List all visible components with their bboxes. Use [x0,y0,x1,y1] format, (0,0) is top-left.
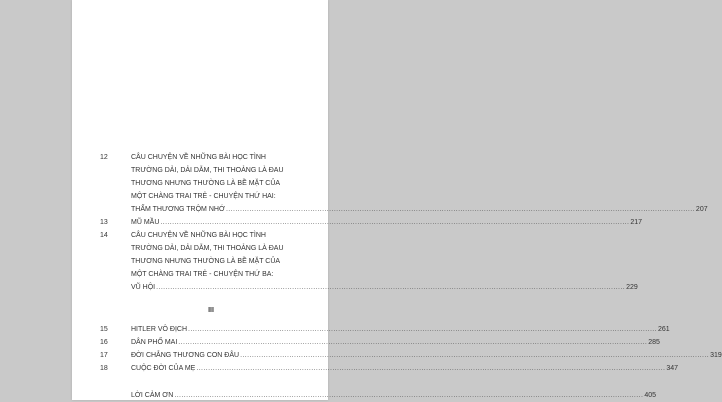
dot-leader: ........................................................................................................................................................................................................ [225,206,695,213]
entry-line: MỘT CHÀNG TRAI TRẺ - CHUYỆN THỨ BA: [131,271,274,278]
chapter-number: 16 [100,339,108,346]
dot-leader: ........................................................................................................................................................................................................ [174,392,644,399]
entry-line: THẨM THƯƠNG TRỘM NHỚ [131,206,225,213]
dot-leader: ........................................................................................................................................................................................................ [196,365,666,372]
entry-line: THƯƠNG NHƯNG THƯỜNG LÀ BỀ MẶT CỦA [131,180,281,187]
table-of-contents [100,151,722,402]
toc-entry-13 [100,216,643,229]
entry-line: VŨ HỘI [131,284,156,291]
chapter-number: 18 [100,365,108,372]
toc-entry-17 [100,349,722,362]
dot-leader: ........................................................................................................................................................................................................ [178,339,648,346]
entry-last-line [131,323,670,336]
toc-entry-14 [100,229,638,294]
entry-line: MỘT CHÀNG TRAI TRẺ - CHUYỆN THỨ HAI: [131,193,276,200]
dot-leader: ........................................................................................................................................................................................................ [240,352,710,359]
entry-line: MŨ MẦU [131,219,160,226]
page-number: 207 [695,206,708,213]
entry-last-line [131,216,643,229]
page-number: 229 [626,284,638,291]
page-number: 261 [657,326,670,333]
chapter-number: 12 [100,154,108,161]
entry-line: THƯƠNG NHƯNG THƯỜNG LÀ BỀ MẶT CỦA [131,258,281,265]
part-heading: III [208,307,214,314]
entry-line: HITLER VÔ ĐỊCH [131,326,188,333]
page-number: 285 [648,339,660,346]
toc-entry-12 [100,151,708,216]
entry-line: CÂU CHUYỆN VỀ NHỮNG BÀI HỌC TÌNH [131,232,266,239]
chapter-number: 13 [100,219,108,226]
dot-leader: ........................................................................................................................................................................................................ [156,284,626,291]
entry-last-line [131,389,656,402]
spacer [131,375,291,389]
entry-last-line [131,349,722,362]
toc-entry-15 [100,323,670,336]
page-number: 319 [710,352,722,359]
entry-last-line [131,362,678,375]
entry-line: CUỘC ĐỜI CỦA MẸ [131,365,196,372]
book-page [72,0,722,400]
dot-leader: ........................................................................................................................................................................................................ [188,326,657,333]
entry-line: ĐỜI CHẲNG THƯƠNG CON ĐÂU [131,352,240,359]
toc-entry-18 [100,362,678,375]
toc-entry-acknowledgements [131,389,656,402]
entry-last-line [131,281,638,294]
entry-line: TRƯỜNG DẢI, DẢI DẰM, THI THOẢNG LÀ ĐAU [131,167,284,174]
page-number: 347 [666,365,678,372]
entry-line: TRƯỜNG DẢI, DẢI DẰM, THI THOẢNG LÀ ĐAU [131,245,284,252]
entry-line: CÂU CHUYỆN VỀ NHỮNG BÀI HỌC TÌNH [131,154,266,161]
entry-line: LỜI CẢM ƠN [131,392,174,399]
chapter-number: 17 [100,352,108,359]
toc-entry-16 [100,336,660,349]
page-number: 405 [644,392,656,399]
dot-leader: ........................................................................................................................................................................................................ [160,219,630,226]
chapter-number: 14 [100,232,108,239]
entry-line: DÂN PHỐ MAI [131,339,178,346]
entry-last-line [131,336,660,349]
chapter-number: 15 [100,326,108,333]
entry-last-line [131,203,708,216]
page-number: 217 [630,219,643,226]
